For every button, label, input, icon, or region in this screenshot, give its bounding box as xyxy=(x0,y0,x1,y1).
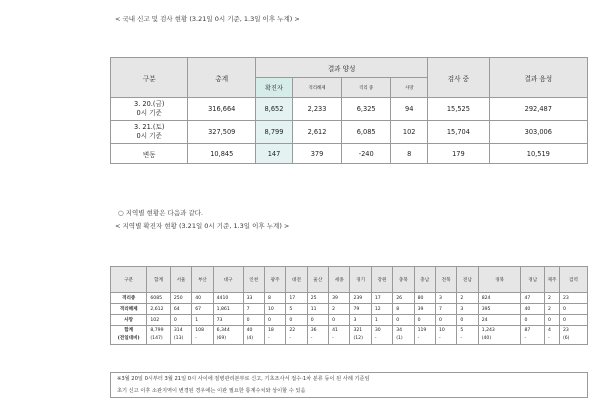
cell-value: 67 xyxy=(192,304,213,315)
cell-value: 8,799 (147) xyxy=(147,326,171,345)
cell-value: 0 xyxy=(544,315,559,326)
cell-value: 73 xyxy=(213,315,243,326)
cell-value: 39 xyxy=(329,293,350,304)
header-region: 충남 xyxy=(414,267,435,293)
cell-value: 18 - xyxy=(264,326,285,345)
cell-isolated: 6,085 xyxy=(342,121,391,144)
cell-value: 10 xyxy=(264,304,285,315)
row-label: 3. 20.(금) 0시 기준 xyxy=(111,98,188,121)
table-row xyxy=(111,121,588,144)
cell-value: 40 xyxy=(521,304,545,315)
cell-value: 2 xyxy=(544,304,559,315)
cell-confirmed: 8,652 xyxy=(256,98,293,121)
cell-value: 1 xyxy=(192,315,213,326)
cell-value: 3 xyxy=(457,304,478,315)
cell-value: 1,861 xyxy=(213,304,243,315)
header-testing: 검사 중 xyxy=(428,58,489,98)
table-header-row xyxy=(111,58,588,78)
table-row xyxy=(111,326,588,345)
cell-total: 327,509 xyxy=(188,121,256,144)
cell-value: 0 xyxy=(521,315,545,326)
caption-regional: < 지역별 확진자 현황 (3.21일 0시 기준, 1.3일 이후 누계) > xyxy=(115,222,290,230)
cell-value: 0 xyxy=(264,315,285,326)
cell-released: 379 xyxy=(292,144,341,164)
cell-value: 40 (4) xyxy=(243,326,264,345)
table-row xyxy=(111,98,588,121)
cell-value: 6,344 (69) xyxy=(213,326,243,345)
cell-value: 0 xyxy=(559,304,587,315)
header-deaths: 사망 xyxy=(391,78,428,98)
cell-value: 0 xyxy=(243,315,264,326)
footnote: ※3월 20일 0시부터 3월 21일 0시 사이에 질병관리본부로 신고, 기초조사서 접수·1차 분류 등이 된 사례 기준임 xyxy=(117,376,370,382)
cell-value: 321 (12) xyxy=(350,326,371,345)
header-confirmed: 확진자 xyxy=(256,78,293,98)
cell-value: 2 xyxy=(457,293,478,304)
cell-deaths: 102 xyxy=(391,121,428,144)
cell-value: 40 xyxy=(192,293,213,304)
header-region: 대구 xyxy=(213,267,243,293)
cell-value: 0 xyxy=(457,315,478,326)
cell-value: 23 (6) xyxy=(559,326,587,345)
cell-value: 7 xyxy=(243,304,264,315)
cell-value: 34 (1) xyxy=(393,326,414,345)
header-region: 충북 xyxy=(393,267,414,293)
cell-value: 0 xyxy=(286,315,307,326)
cell-value: 4 - xyxy=(544,326,559,345)
row-label: 격리해제 xyxy=(111,304,147,315)
table-row xyxy=(111,315,588,326)
cell-value: 7 xyxy=(435,304,456,315)
cell-value: 79 xyxy=(350,304,371,315)
cell-value: 11 xyxy=(307,304,328,315)
testing-status-table xyxy=(110,57,588,164)
cell-value: 314 (13) xyxy=(170,326,191,345)
cell-released: 2,612 xyxy=(292,121,341,144)
row-label: 사망 xyxy=(111,315,147,326)
header-category: 구분 xyxy=(111,58,188,98)
header-region: 경남 xyxy=(521,267,545,293)
cell-value: 108 - xyxy=(192,326,213,345)
cell-value: 24 xyxy=(478,315,521,326)
header-region: 검역 xyxy=(559,267,587,293)
cell-value: 2 xyxy=(544,293,559,304)
cell-value: 395 xyxy=(478,304,521,315)
cell-value: 3 xyxy=(435,293,456,304)
cell-isolated: 6,325 xyxy=(342,98,391,121)
row-label: 변동 xyxy=(111,144,188,164)
cell-value: 0 xyxy=(307,315,328,326)
header-region: 대전 xyxy=(286,267,307,293)
cell-value: 30 - xyxy=(371,326,392,345)
cell-value: 5 xyxy=(286,304,307,315)
header-region: 경북 xyxy=(478,267,521,293)
cell-value: 0 xyxy=(329,315,350,326)
cell-negative: 292,487 xyxy=(489,98,587,121)
cell-negative: 10,519 xyxy=(489,144,587,164)
row-label: 3. 21.(토) 0시 기준 xyxy=(111,121,188,144)
cell-value: 5 - xyxy=(457,326,478,345)
cell-value: 25 xyxy=(307,293,328,304)
table-row xyxy=(111,293,588,304)
cell-value: 8 xyxy=(264,293,285,304)
cell-value: 3 xyxy=(350,315,371,326)
cell-value: 22 - xyxy=(286,326,307,345)
header-region: 세종 xyxy=(329,267,350,293)
header-region: 제주 xyxy=(544,267,559,293)
cell-value: 824 xyxy=(478,293,521,304)
footnote: 초기 신고 이후 소관지역이 변경된 경우에는 이관 필요한 통계수치와 상이할 수 있음 xyxy=(117,388,306,394)
intro-regional: ○ 지역별 현황은 다음과 같다. xyxy=(118,209,204,217)
header-total: 총계 xyxy=(188,58,256,98)
header-positive: 결과 양성 xyxy=(256,58,428,78)
footnote-box xyxy=(110,372,588,398)
table-row xyxy=(111,144,588,164)
caption-testing-status: < 국내 신고 및 검사 현황 (3.21일 0시 기준, 1.3일 이후 누계) > xyxy=(115,15,300,23)
row-label: 합계 (전일대비) xyxy=(111,326,147,345)
cell-confirmed: 147 xyxy=(256,144,293,164)
cell-value: 12 xyxy=(371,304,392,315)
cell-value: 6085 xyxy=(147,293,171,304)
header-negative: 결과 음성 xyxy=(489,58,587,98)
cell-value: 80 xyxy=(414,293,435,304)
cell-value: 64 xyxy=(170,304,191,315)
cell-deaths: 94 xyxy=(391,98,428,121)
header-region: 합계 xyxy=(147,267,171,293)
cell-value: 0 xyxy=(435,315,456,326)
cell-value: 41 - xyxy=(329,326,350,345)
cell-testing: 15,704 xyxy=(428,121,489,144)
cell-value: 1,243 (40) xyxy=(478,326,521,345)
cell-total: 10,845 xyxy=(188,144,256,164)
cell-value: 87 - xyxy=(521,326,545,345)
row-label: 격리중 xyxy=(111,293,147,304)
cell-value: 47 xyxy=(521,293,545,304)
cell-testing: 15,525 xyxy=(428,98,489,121)
cell-value: 17 xyxy=(371,293,392,304)
header-region: 경기 xyxy=(350,267,371,293)
cell-isolated: -240 xyxy=(342,144,391,164)
cell-value: 23 xyxy=(559,293,587,304)
cell-released: 2,233 xyxy=(292,98,341,121)
cell-value: 26 xyxy=(393,293,414,304)
cell-value: 2 xyxy=(329,304,350,315)
header-released: 격리해제 xyxy=(292,78,341,98)
cell-value: 0 xyxy=(393,315,414,326)
cell-value: 0 xyxy=(414,315,435,326)
header-region: 서울 xyxy=(170,267,191,293)
header-region: 강원 xyxy=(371,267,392,293)
header-region: 전남 xyxy=(457,267,478,293)
header-region: 전북 xyxy=(435,267,456,293)
cell-value: 33 xyxy=(243,293,264,304)
header-region: 울산 xyxy=(307,267,328,293)
cell-deaths: 8 xyxy=(391,144,428,164)
cell-confirmed: 8,799 xyxy=(256,121,293,144)
cell-value: 4410 xyxy=(213,293,243,304)
cell-value: 17 xyxy=(286,293,307,304)
cell-value: 1 xyxy=(371,315,392,326)
cell-value: 0 xyxy=(170,315,191,326)
cell-value: 250 xyxy=(170,293,191,304)
cell-value: 0 xyxy=(559,315,587,326)
cell-value: 39 xyxy=(414,304,435,315)
cell-value: 10 - xyxy=(435,326,456,345)
cell-value: 2,612 xyxy=(147,304,171,315)
header-region: 구분 xyxy=(111,267,147,293)
cell-value: 102 xyxy=(147,315,171,326)
table-header-row xyxy=(111,267,588,293)
header-isolated: 격리 중 xyxy=(342,78,391,98)
cell-total: 316,664 xyxy=(188,98,256,121)
header-region: 인천 xyxy=(243,267,264,293)
cell-value: 239 xyxy=(350,293,371,304)
cell-testing: 179 xyxy=(428,144,489,164)
cell-value: 119 - xyxy=(414,326,435,345)
header-region: 부산 xyxy=(192,267,213,293)
cell-negative: 303,006 xyxy=(489,121,587,144)
header-region: 광주 xyxy=(264,267,285,293)
regional-status-table xyxy=(110,266,588,345)
cell-value: 8 xyxy=(393,304,414,315)
table-row xyxy=(111,304,588,315)
cell-value: 36 - xyxy=(307,326,328,345)
